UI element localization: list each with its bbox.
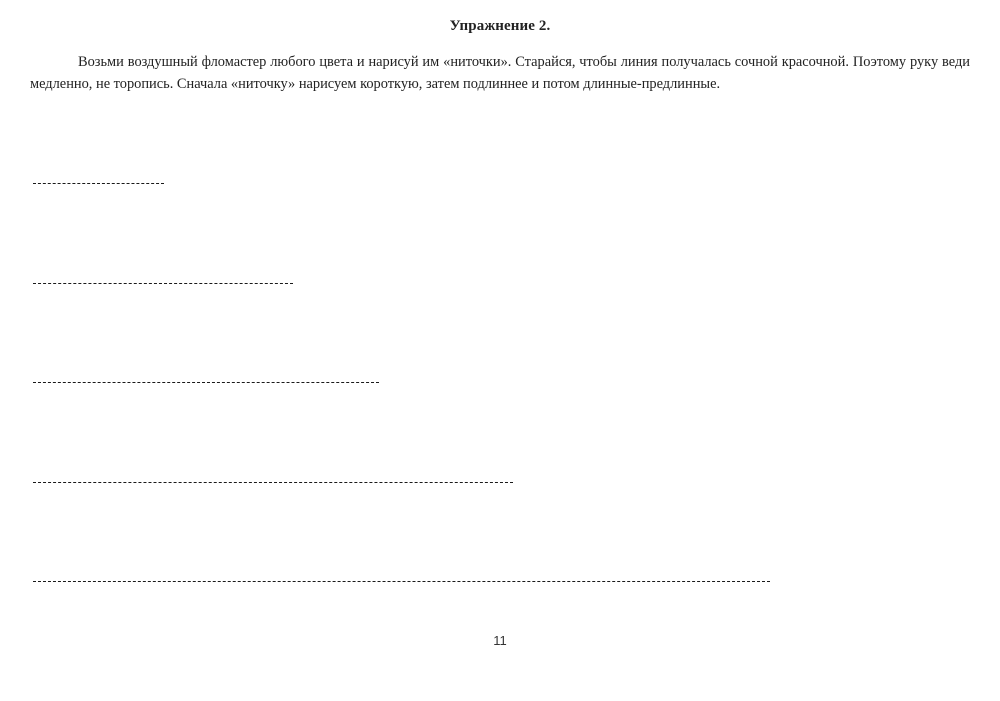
page-number: 11: [493, 633, 507, 648]
exercise-title: Упражнение 2.: [449, 18, 551, 34]
tracing-line-longest: [33, 581, 770, 582]
tracing-line-short: [33, 183, 164, 184]
exercise-instruction: Возьми воздушный фломастер любого цвета и нарисуй им «ниточки». Старайся, чтобы линия получалась сочной красочной. Поэтому руку веди медленно, не торопись. Сначала «ниточку» нарисуем короткую, затем подлиннее и потом длинные-предлинные.: [30, 54, 970, 92]
tracing-line-long: [33, 382, 379, 383]
tracing-line-very-long: [33, 482, 513, 483]
tracing-line-longer: [33, 283, 293, 284]
